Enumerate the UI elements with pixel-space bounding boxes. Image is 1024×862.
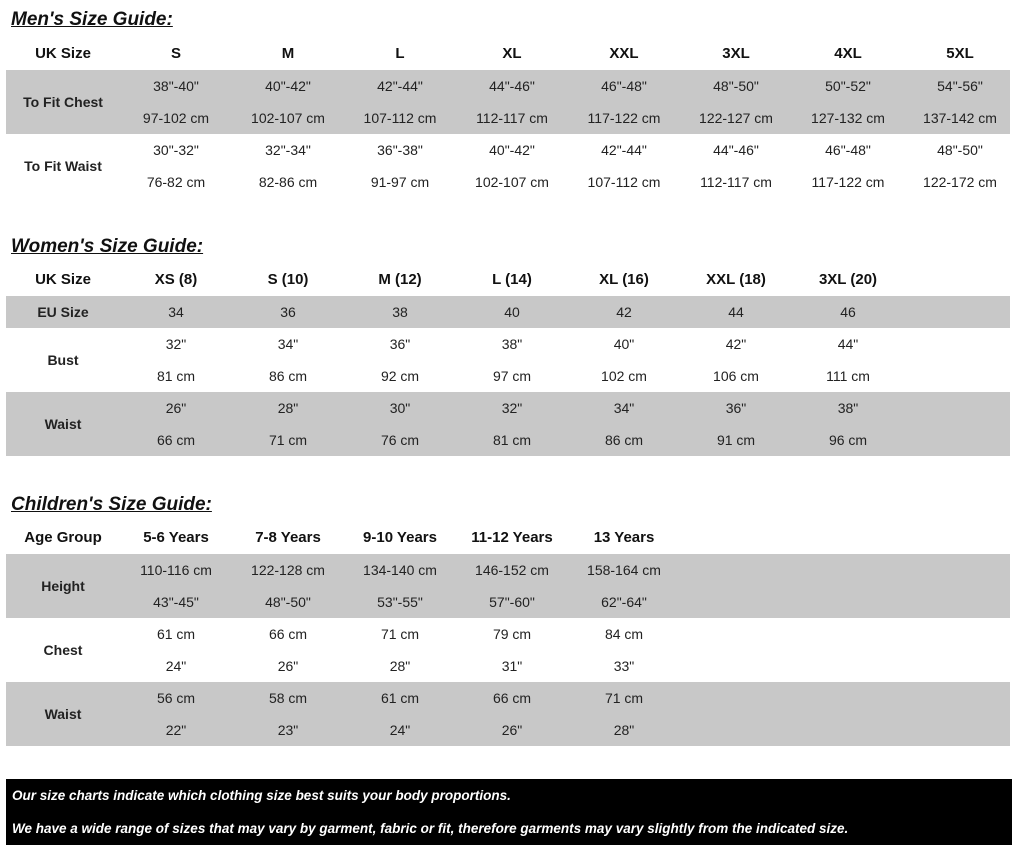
- table-cell: 102 cm: [601, 368, 647, 384]
- table-cell: 44": [837, 336, 859, 352]
- childrens-height-label: Height: [41, 578, 85, 594]
- table-cell: 122-172 cm: [923, 174, 997, 190]
- childrens-height-inch-row: [6, 586, 1010, 618]
- table-cell: 111 cm: [826, 368, 870, 384]
- childrens-waist-cm-row: [6, 682, 1010, 714]
- womens-bust-group: [6, 328, 1010, 392]
- childrens-chest-label: Chest: [43, 642, 83, 658]
- table-cell: 146-152 cm: [475, 562, 549, 578]
- table-cell: 32"-34": [265, 142, 311, 158]
- table-cell: 24": [165, 658, 187, 674]
- childrens-age-13: 13 Years: [593, 529, 655, 546]
- womens-eu-row: [6, 296, 1010, 328]
- table-cell: 102-107 cm: [251, 110, 325, 126]
- table-cell: 48"-50": [713, 78, 759, 94]
- table-cell: 81 cm: [156, 368, 196, 384]
- table-cell: 117-122 cm: [587, 110, 661, 126]
- womens-waist-cm-row: [6, 424, 1010, 456]
- mens-waist-inch-row: [6, 134, 1010, 166]
- mens-header-row: [6, 38, 1010, 70]
- table-cell: 34": [277, 336, 299, 352]
- table-cell: 44"-46": [713, 142, 759, 158]
- table-cell: 62"-64": [601, 594, 647, 610]
- table-cell: 53"-55": [377, 594, 423, 610]
- table-cell: 61 cm: [156, 626, 196, 642]
- table-cell: 54"-56": [937, 78, 983, 94]
- mens-size-3xl: 3XL: [722, 45, 750, 62]
- childrens-header-row: [6, 522, 1010, 554]
- table-cell: 96 cm: [828, 432, 868, 448]
- table-cell: 42: [616, 304, 632, 320]
- table-cell: 71 cm: [268, 432, 308, 448]
- table-cell: 43"-45": [153, 594, 199, 610]
- table-cell: 48"-50": [937, 142, 983, 158]
- table-cell: 137-142 cm: [923, 110, 997, 126]
- childrens-size-guide-title: Children's Size Guide:: [11, 494, 212, 515]
- table-cell: 42"-44": [377, 78, 423, 94]
- table-cell: 46"-48": [825, 142, 871, 158]
- mens-chest-inch-row: [6, 70, 1010, 102]
- childrens-header-label: Age Group: [24, 529, 102, 546]
- womens-header-row: [6, 264, 1010, 296]
- table-cell: 50"-52": [825, 78, 871, 94]
- table-cell: 56 cm: [156, 690, 196, 706]
- table-cell: 48"-50": [265, 594, 311, 610]
- mens-waist-label: To Fit Waist: [24, 158, 102, 174]
- womens-size-xl: XL (16): [599, 271, 649, 288]
- childrens-age-9-10: 9-10 Years: [363, 529, 437, 546]
- childrens-chest-inch-row: [6, 650, 1010, 682]
- mens-size-table: [6, 38, 1010, 198]
- table-cell: 134-140 cm: [363, 562, 437, 578]
- table-cell: 117-122 cm: [811, 174, 885, 190]
- childrens-waist-group: [6, 682, 1010, 746]
- table-cell: 110-116 cm: [140, 562, 212, 578]
- table-cell: 112-117 cm: [700, 174, 772, 190]
- mens-waist-cm-row: [6, 166, 1010, 198]
- mens-size-s: S: [170, 45, 181, 62]
- table-cell: 30"-32": [153, 142, 199, 158]
- womens-header-label: UK Size: [35, 271, 91, 288]
- table-cell: 57"-60": [489, 594, 535, 610]
- table-cell: 38: [392, 304, 408, 320]
- table-cell: 38": [837, 400, 859, 416]
- table-cell: 102-107 cm: [475, 174, 549, 190]
- womens-waist-group: [6, 392, 1010, 456]
- table-cell: 44: [728, 304, 744, 320]
- mens-header-label: UK Size: [35, 45, 91, 62]
- table-cell: 92 cm: [380, 368, 420, 384]
- table-cell: 28": [277, 400, 299, 416]
- womens-size-table: [6, 264, 1010, 456]
- table-cell: 22": [165, 722, 187, 738]
- table-cell: 91 cm: [716, 432, 756, 448]
- childrens-age-7-8: 7-8 Years: [255, 529, 321, 546]
- mens-size-5xl: 5XL: [946, 45, 974, 62]
- mens-size-xl: XL: [502, 45, 522, 62]
- mens-waist-group: [6, 134, 1010, 198]
- table-cell: 71 cm: [604, 690, 644, 706]
- womens-bust-inch-row: [6, 328, 1010, 360]
- table-cell: 30": [389, 400, 411, 416]
- size-note-line-2: We have a wide range of sizes that may vary by garment, fabric or fit, therefore garments may vary slightly from the indicated size.: [12, 821, 849, 836]
- table-cell: 46"-48": [601, 78, 647, 94]
- table-cell: 34": [613, 400, 635, 416]
- table-cell: 97-102 cm: [142, 110, 210, 126]
- mens-size-m: M: [281, 45, 295, 62]
- childrens-height-group: [6, 554, 1010, 618]
- mens-size-l: L: [395, 45, 405, 62]
- womens-size-3xl: 3XL (20): [818, 271, 878, 288]
- table-cell: 86 cm: [604, 432, 644, 448]
- table-cell: 33": [613, 658, 635, 674]
- table-cell: 28": [613, 722, 635, 738]
- table-cell: 26": [501, 722, 523, 738]
- table-cell: 86 cm: [268, 368, 308, 384]
- childrens-age-5-6: 5-6 Years: [143, 529, 209, 546]
- table-cell: 40: [504, 304, 520, 320]
- table-cell: 58 cm: [268, 690, 308, 706]
- womens-size-s: S (10): [267, 271, 309, 288]
- table-cell: 34: [168, 304, 184, 320]
- table-cell: 107-112 cm: [587, 174, 661, 190]
- table-cell: 44"-46": [489, 78, 535, 94]
- table-cell: 23": [277, 722, 299, 738]
- childrens-waist-label: Waist: [44, 706, 82, 722]
- table-cell: 38": [501, 336, 523, 352]
- table-cell: 107-112 cm: [363, 110, 437, 126]
- table-cell: 66 cm: [492, 690, 532, 706]
- table-cell: 26": [277, 658, 299, 674]
- table-cell: 76-82 cm: [146, 174, 206, 190]
- childrens-height-cm-row: [6, 554, 1010, 586]
- table-cell: 42": [725, 336, 747, 352]
- table-cell: 66 cm: [156, 432, 196, 448]
- mens-size-guide-title: Men's Size Guide:: [11, 9, 173, 30]
- table-cell: 36: [280, 304, 296, 320]
- table-cell: 61 cm: [380, 690, 420, 706]
- table-cell: 36": [725, 400, 747, 416]
- womens-bust-cm-row: [6, 360, 1010, 392]
- size-note-banner: [6, 779, 1012, 845]
- womens-bust-label: Bust: [47, 352, 79, 368]
- womens-waist-label: Waist: [44, 416, 82, 432]
- table-cell: 82-86 cm: [258, 174, 318, 190]
- womens-eu-label: EU Size: [37, 304, 89, 320]
- table-cell: 81 cm: [492, 432, 532, 448]
- table-cell: 66 cm: [268, 626, 308, 642]
- table-cell: 32": [501, 400, 523, 416]
- table-cell: 76 cm: [380, 432, 420, 448]
- childrens-chest-group: [6, 618, 1010, 682]
- table-cell: 91-97 cm: [370, 174, 430, 190]
- childrens-waist-inch-row: [6, 714, 1010, 746]
- childrens-chest-cm-row: [6, 618, 1010, 650]
- size-note-line-1: Our size charts indicate which clothing size best suits your body proportions.: [12, 788, 511, 803]
- table-cell: 122-128 cm: [251, 562, 325, 578]
- table-cell: 158-164 cm: [587, 562, 661, 578]
- table-cell: 122-127 cm: [699, 110, 773, 126]
- childrens-size-table: [6, 522, 1010, 746]
- table-cell: 79 cm: [492, 626, 532, 642]
- table-cell: 46: [840, 304, 856, 320]
- table-cell: 38"-40": [153, 78, 199, 94]
- table-cell: 36": [389, 336, 411, 352]
- childrens-age-11-12: 11-12 Years: [471, 529, 553, 546]
- table-cell: 40": [613, 336, 635, 352]
- womens-size-guide-title: Women's Size Guide:: [11, 236, 204, 257]
- table-cell: 112-117 cm: [476, 110, 548, 126]
- table-cell: 71 cm: [380, 626, 420, 642]
- table-cell: 26": [165, 400, 187, 416]
- mens-chest-group: [6, 70, 1010, 134]
- table-cell: 106 cm: [713, 368, 759, 384]
- mens-size-4xl: 4XL: [834, 45, 862, 62]
- table-cell: 36"-38": [377, 142, 423, 158]
- mens-chest-label: To Fit Chest: [23, 94, 103, 110]
- table-cell: 31": [501, 658, 523, 674]
- table-cell: 24": [389, 722, 411, 738]
- mens-chest-cm-row: [6, 102, 1010, 134]
- table-cell: 28": [389, 658, 411, 674]
- table-cell: 42"-44": [601, 142, 647, 158]
- womens-waist-inch-row: [6, 392, 1010, 424]
- womens-size-xs: XS (8): [154, 271, 198, 288]
- womens-size-l: L (14): [492, 271, 532, 288]
- table-cell: 32": [165, 336, 187, 352]
- mens-size-xxl: XXL: [609, 45, 639, 62]
- table-cell: 97 cm: [492, 368, 532, 384]
- table-cell: 127-132 cm: [811, 110, 885, 126]
- womens-size-xxl: XXL (18): [706, 271, 766, 288]
- table-cell: 84 cm: [604, 626, 644, 642]
- table-cell: 40"-42": [265, 78, 311, 94]
- womens-size-m: M (12): [378, 271, 422, 288]
- table-cell: 40"-42": [489, 142, 535, 158]
